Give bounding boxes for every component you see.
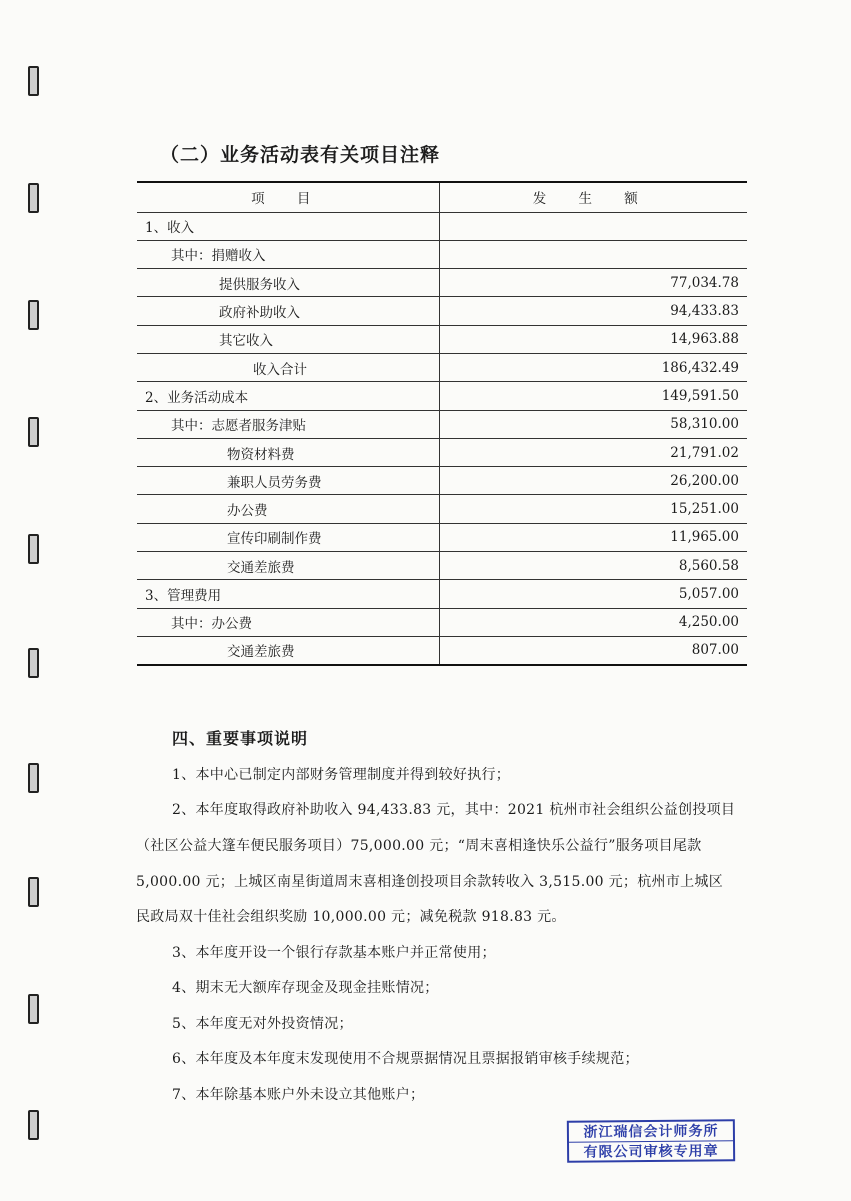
note-item: 4、期末无大额库存现金及现金挂账情况； — [172, 980, 439, 996]
binding-hole — [28, 183, 39, 213]
note-item: 3、本年度开设一个银行存款基本账户并正常使用； — [172, 945, 496, 961]
table-header-row — [137, 182, 747, 212]
binding-hole — [28, 66, 39, 96]
row-item: 2、业务活动成本 — [137, 382, 439, 410]
note-item: 5,000.00 元；上城区南星街道周末喜相逢创投项目余款转收入 3,515.00 元；杭州市上城区 — [136, 874, 724, 890]
column-header-amount: 发 生 额 — [439, 182, 747, 212]
row-item: 3、管理费用 — [137, 580, 439, 608]
row-item: 其它收入 — [137, 325, 439, 353]
row-amount: 26,200.00 — [439, 467, 747, 495]
row-item: 其中：捐赠收入 — [137, 240, 439, 268]
row-item: 兼职人员劳务费 — [137, 467, 439, 495]
notes-title: 四、重要事项说明 — [172, 729, 309, 748]
table-row — [137, 325, 747, 353]
row-item: 其中：志愿者服务津贴 — [137, 410, 439, 438]
row-amount: 4,250.00 — [439, 608, 747, 636]
note-item: 6、本年度及本年度末发现使用不合规票据情况且票据报销审核手续规范； — [172, 1051, 639, 1067]
binding-hole — [28, 300, 39, 330]
row-amount: 14,963.88 — [439, 325, 747, 353]
table-row — [137, 608, 747, 636]
stamp-line-2: 有限公司审核专用章 — [583, 1143, 719, 1161]
row-item: 物资材料费 — [137, 438, 439, 466]
row-amount: 149,591.50 — [439, 382, 747, 410]
row-amount: 58,310.00 — [439, 410, 747, 438]
column-header-item: 项 目 — [137, 182, 439, 212]
note-item: （社区公益大篷车便民服务项目）75,000.00 元；“周末喜相逢快乐公益行”服务项目尾款 — [136, 838, 702, 854]
table-row — [137, 438, 747, 466]
stamp-line-1: 浙江瑞信会计师务所 — [569, 1121, 733, 1142]
row-amount: 186,432.49 — [439, 353, 747, 381]
table-row — [137, 353, 747, 381]
table-row — [137, 410, 747, 438]
row-amount — [439, 240, 747, 268]
binding-hole — [28, 417, 39, 447]
row-amount: 94,433.83 — [439, 297, 747, 325]
row-amount: 21,791.02 — [439, 438, 747, 466]
row-amount: 8,560.58 — [439, 552, 747, 580]
row-amount: 77,034.78 — [439, 269, 747, 297]
row-item: 政府补助收入 — [137, 297, 439, 325]
row-item: 交通差旅费 — [137, 552, 439, 580]
binding-hole — [28, 1110, 39, 1140]
table-row — [137, 495, 747, 523]
row-item: 1、收入 — [137, 212, 439, 240]
section-title: （二）业务活动表有关项目注释 — [160, 144, 441, 166]
binding-hole — [28, 877, 39, 907]
note-item: 5、本年度无对外投资情况； — [172, 1016, 353, 1032]
binding-hole — [28, 648, 39, 678]
table-row — [137, 552, 747, 580]
note-item: 2、本年度取得政府补助收入 94,433.83 元，其中：2021 杭州市社会组织公益创投项目 — [172, 802, 736, 818]
row-amount: 11,965.00 — [439, 523, 747, 551]
row-amount — [439, 212, 747, 240]
binding-hole — [28, 763, 39, 793]
row-amount: 5,057.00 — [439, 580, 747, 608]
activity-notes-table — [137, 181, 747, 666]
binding-hole — [28, 534, 39, 564]
table-row — [137, 269, 747, 297]
table-row — [137, 580, 747, 608]
row-item: 收入合计 — [137, 353, 439, 381]
row-item: 交通差旅费 — [137, 636, 439, 664]
table-row — [137, 297, 747, 325]
table-row — [137, 240, 747, 268]
row-item: 宣传印刷制作费 — [137, 523, 439, 551]
audit-stamp — [567, 1119, 735, 1162]
table-row — [137, 467, 747, 495]
table-row — [137, 523, 747, 551]
table-row — [137, 212, 747, 240]
row-item: 办公费 — [137, 495, 439, 523]
note-item: 7、本年除基本账户外未设立其他账户； — [172, 1087, 425, 1103]
row-amount: 807.00 — [439, 636, 747, 664]
row-item: 提供服务收入 — [137, 269, 439, 297]
row-item: 其中：办公费 — [137, 608, 439, 636]
table-row — [137, 382, 747, 410]
binding-hole — [28, 994, 39, 1024]
note-item: 民政局双十佳社会组织奖励 10,000.00 元；减免税款 918.83 元。 — [136, 909, 566, 925]
table-row — [137, 636, 747, 664]
row-amount: 15,251.00 — [439, 495, 747, 523]
note-item: 1、本中心已制定内部财务管理制度并得到较好执行； — [172, 767, 511, 783]
